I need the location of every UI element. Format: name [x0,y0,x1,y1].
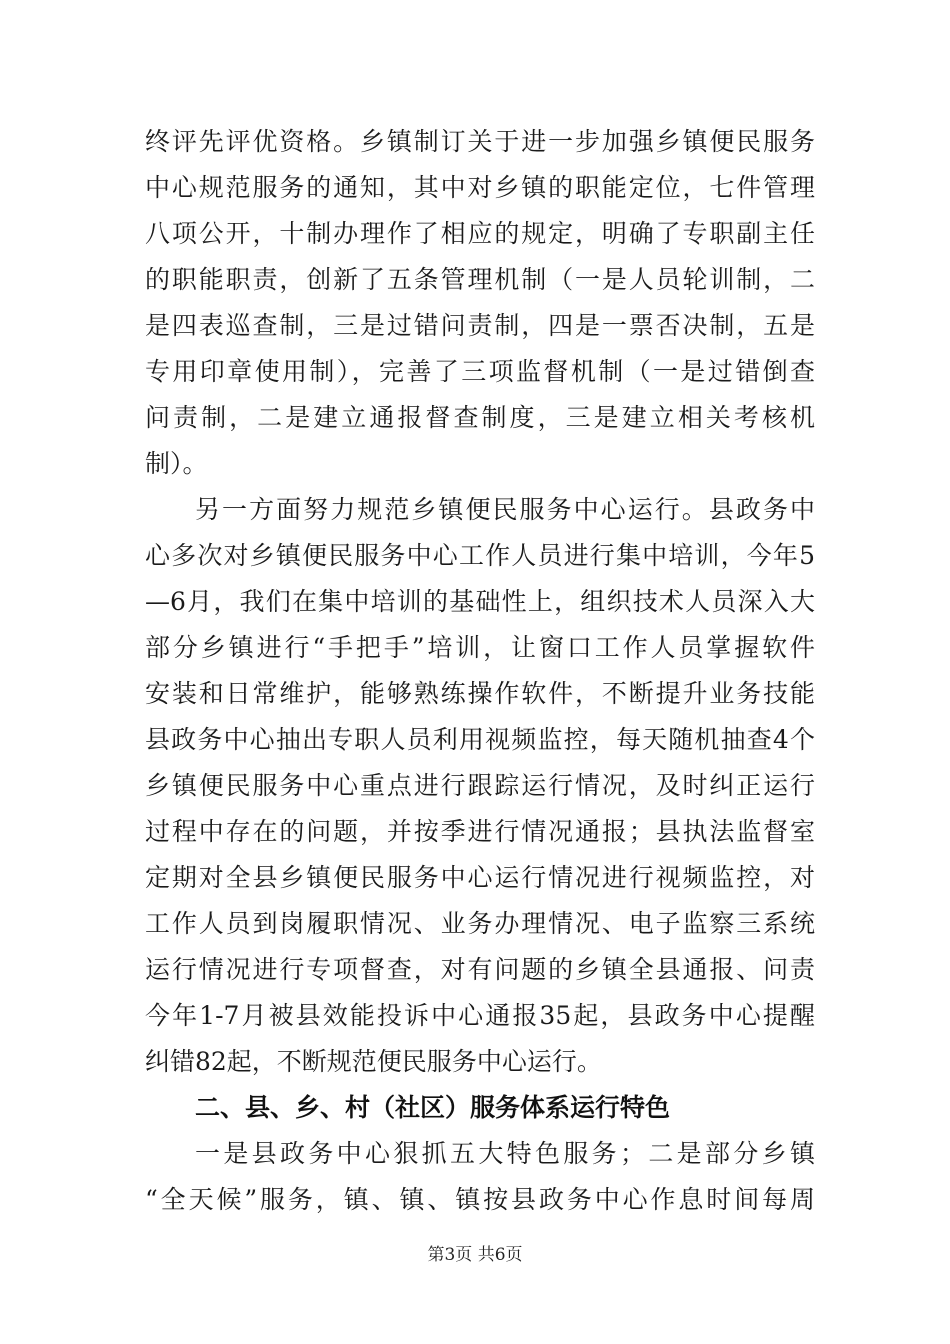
text-line: 八项公开，十制办理作了相应的规定，明确了专职副主任 [145,219,815,248]
paragraph-first-line: 另一方面努力规范乡镇便民服务中心运行。县政务中 [195,495,815,524]
text-line: 安装和日常维护，能够熟练操作软件，不断提升业务技能 [145,679,815,708]
text-line: 问责制，二是建立通报督查制度，三是建立相关考核机 [145,403,815,432]
text-line: 中心规范服务的通知，其中对乡镇的职能定位，七件管理 [145,173,815,202]
text-line: 乡镇便民服务中心重点进行跟踪运行情况，及时纠正运行 [145,771,815,800]
text-line: —6月，我们在集中培训的基础性上，组织技术人员深入大 [145,587,815,616]
text-line: 部分乡镇进行“手把手”培训，让窗口工作人员掌握软件 [145,633,815,662]
text-line: 纠错82起，不断规范便民服务中心运行。 [145,1047,602,1076]
text-line: 的职能职责，创新了五条管理机制（一是人员轮训制，二 [145,265,815,294]
text-line: 专用印章使用制），完善了三项监督机制（一是过错倒查 [145,357,815,386]
paragraph-first-line: 一是县政务中心狠抓五大特色服务；二是部分乡镇 [195,1139,815,1168]
text-line: 今年1-7月被县效能投诉中心通报35起，县政务中心提醒 [145,1001,815,1030]
text-line: “全天候”服务，镇、镇、镇按县政务中心作息时间每周 [145,1185,815,1214]
text-line: 制）。 [145,449,208,478]
text-line: 县政务中心抽出专职人员利用视频监控，每天随机抽查4个 [145,725,815,754]
text-line: 工作人员到岗履职情况、业务办理情况、电子监察三系统 [145,909,815,938]
section-heading: 二、县、乡、村（社区）服务体系运行特色 [195,1093,671,1122]
text-line: 是四表巡查制，三是过错问责制，四是一票否决制，五是 [145,311,815,340]
page-number: 第3页 共6页 [427,1245,523,1265]
text-line: 心多次对乡镇便民服务中心工作人员进行集中培训，今年5 [145,541,815,570]
text-line: 运行情况进行专项督查，对有问题的乡镇全县通报、问责 [145,955,815,984]
text-line: 过程中存在的问题，并按季进行情况通报；县执法监督室 [145,817,815,846]
text-line: 定期对全县乡镇便民服务中心运行情况进行视频监控，对 [145,863,815,892]
text-line: 终评先评优资格。乡镇制订关于进一步加强乡镇便民服务 [145,127,815,156]
